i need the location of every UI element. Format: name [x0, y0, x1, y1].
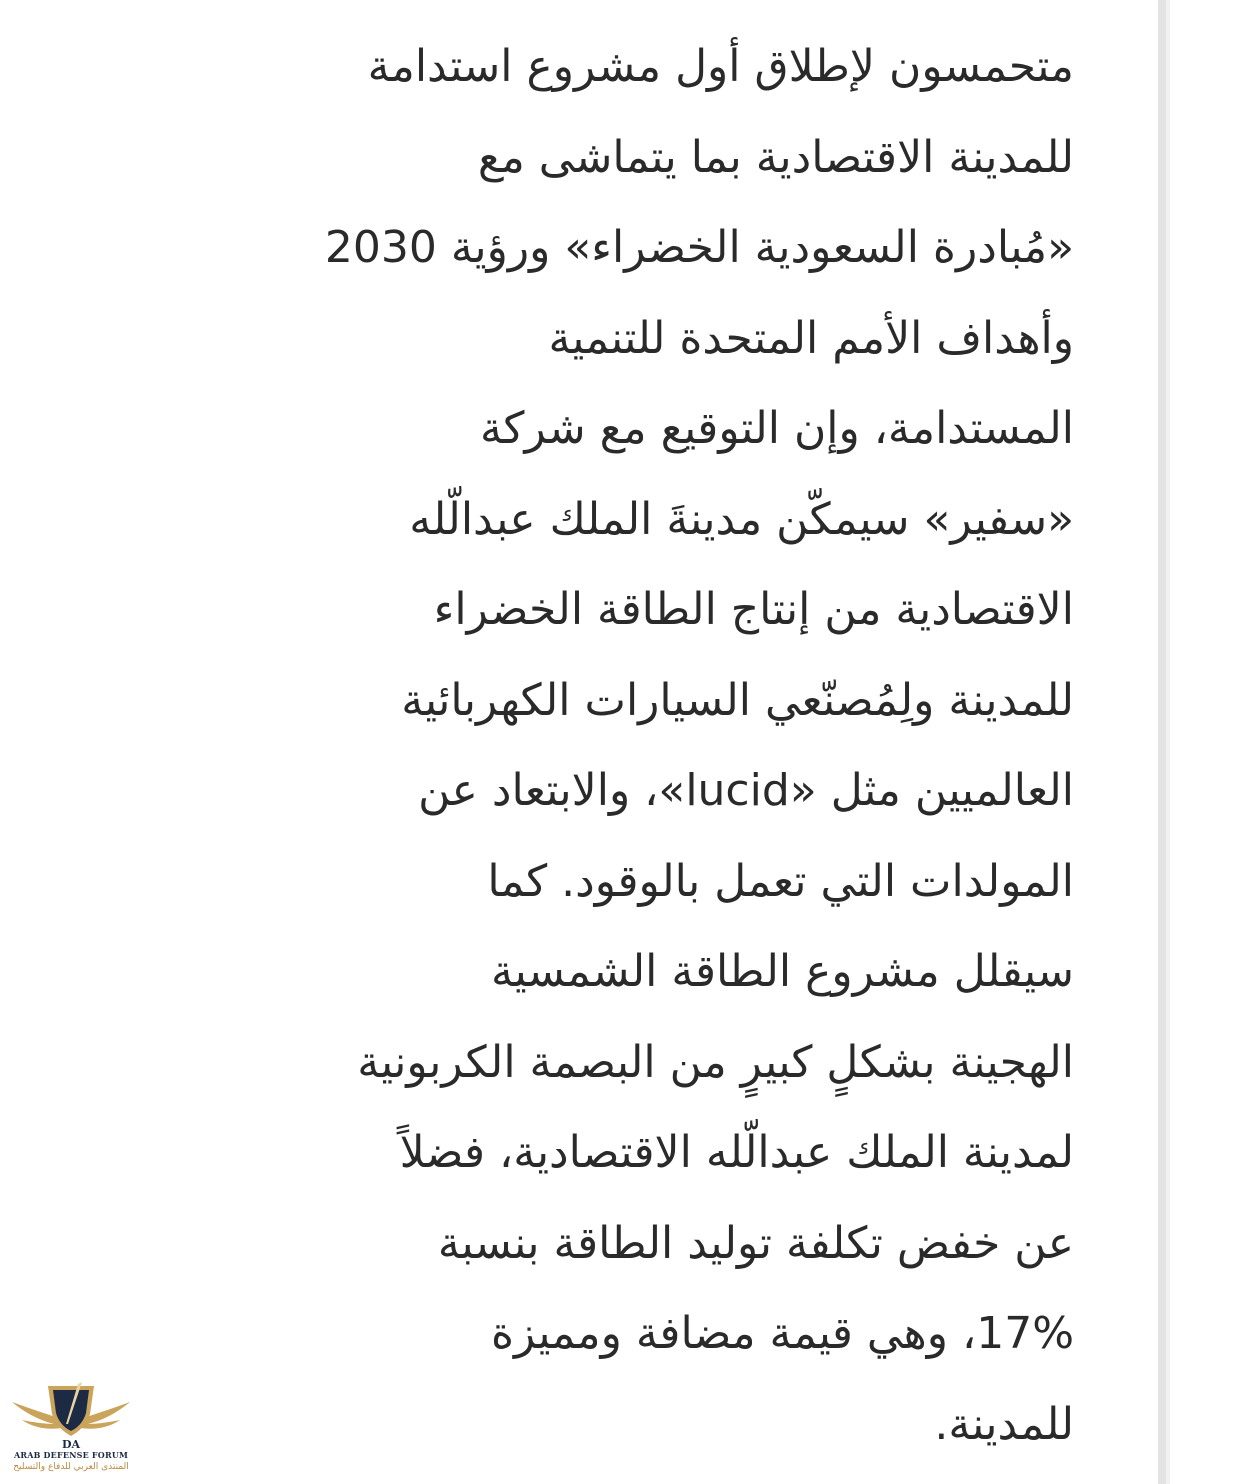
shield-wings-icon: [8, 1380, 134, 1450]
article-line: للمدينة ولِمُصنّعي السيارات الكهربائية: [401, 674, 1074, 726]
monogram-text: DA: [61, 1438, 81, 1450]
article-line: متحمسون لإطلاق أول مشروع استدامة: [367, 41, 1074, 92]
article-line: المولدات التي تعمل بالوقود. كما: [487, 855, 1074, 907]
article-line: للمدينة.: [934, 1398, 1074, 1450]
article-body: [154, 22, 1074, 1470]
article-line: وأهداف الأمم المتحدة للتنمية: [548, 312, 1074, 364]
scrollbar-edge: [1166, 0, 1170, 1484]
forum-watermark-logo: [8, 1380, 134, 1480]
article-line: «سفير» سيمكّن مدينةَ الملك عبدالّله: [409, 493, 1074, 545]
article-line: 17%، وهي قيمة مضافة ومميزة: [490, 1308, 1074, 1359]
scrollbar[interactable]: [1158, 0, 1166, 1484]
article-line: للمدينة الاقتصادية بما يتماشى مع: [477, 131, 1074, 183]
article-line: عن خفض تكلفة توليد الطاقة بنسبة: [437, 1217, 1074, 1269]
article-line: المستدامة، وإن التوقيع مع شركة: [479, 403, 1074, 454]
forum-name-en: ARAB DEFENSE FORUM: [13, 1450, 129, 1460]
article-line: الهجينة بشكلٍ كبيرٍ من البصمة الكربونية: [357, 1036, 1074, 1088]
article-line: لمدينة الملك عبدالّله الاقتصادية، فضلاً: [399, 1127, 1074, 1178]
article-line: «مُبادرة السعودية الخضراء» ورؤية 2030: [324, 222, 1074, 273]
article-line: العالميين مثل «lucid»، والابتعاد عن: [418, 765, 1074, 816]
article-line: سيقلل مشروع الطاقة الشمسية: [490, 946, 1074, 997]
forum-name-ar: المنتدى العربي للدفاع والتسليح: [13, 1462, 129, 1472]
article-line: الاقتصادية من إنتاج الطاقة الخضراء: [433, 584, 1074, 635]
